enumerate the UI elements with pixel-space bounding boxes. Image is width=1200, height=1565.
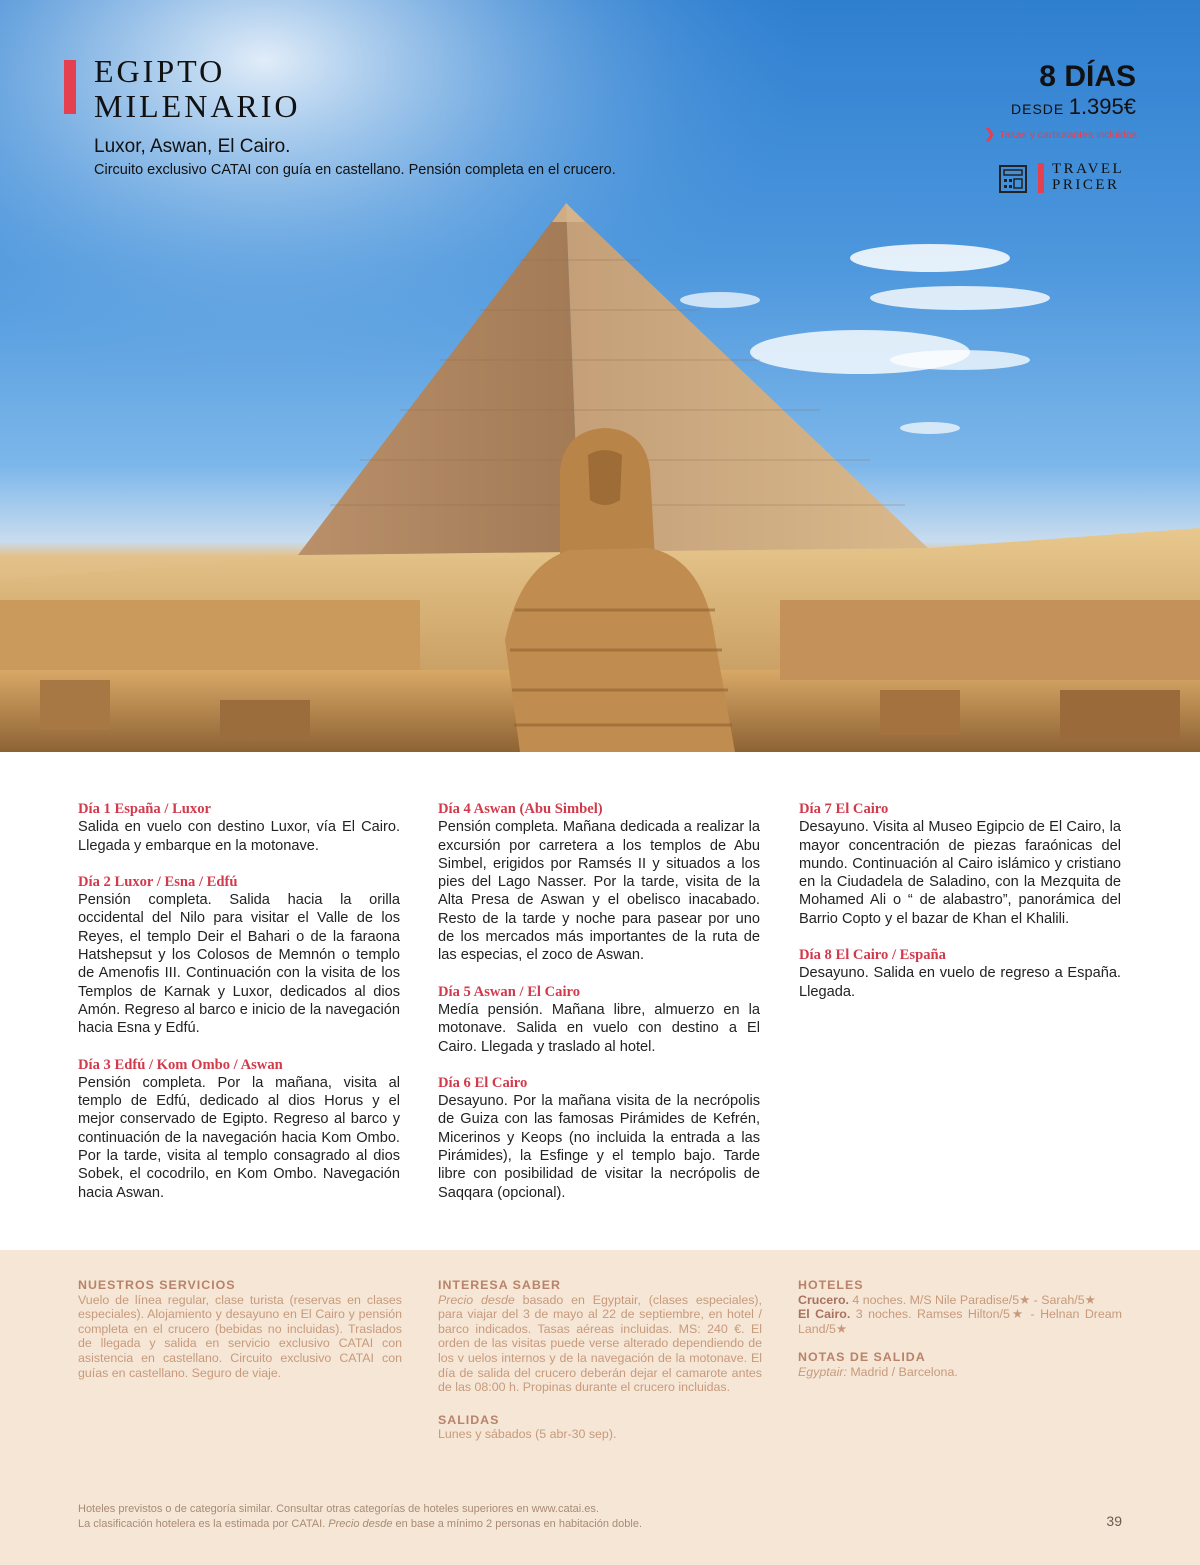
footer-line-1: Hoteles previstos o de categoría similar. Consultar otras categorías de hoteles superiores en www.catai.es. [78, 1503, 599, 1515]
interesa-column [438, 1278, 762, 1456]
interesa-text [438, 1293, 762, 1395]
services-column [78, 1278, 402, 1394]
interesa-italic: Precio desde [438, 1292, 515, 1307]
footer-line-2-start: La clasificación hotelera es la estimada por CATAI. [78, 1517, 329, 1530]
travel-pricer-line-1: TRAVEL [1052, 161, 1125, 177]
route-subtitle: Luxor, Aswan, El Cairo. [94, 136, 291, 157]
title-accent-bar [64, 60, 76, 114]
itinerary-column-2 [438, 800, 760, 1220]
day-title: Día 6 El Cairo [438, 1074, 528, 1091]
travel-pricer-line-2: PRICER [1052, 177, 1120, 193]
page-number: 39 [1106, 1513, 1122, 1529]
notas-italic: Egyptair: [798, 1364, 847, 1379]
duration-label: 8 DÍAS [1039, 60, 1136, 93]
interesa-heading: INTERESA SABER [438, 1278, 562, 1292]
services-text: Vuelo de línea regular, clase turista (reservas en clases especiales). Alojamiento y desayuno en El Cairo y pensión completa en el crucero (bebidas no incluidas). Traslados de llegada y salida en servicio exclusivo CATAI con asistencia en castellano. Circuito exclusivo CATAI con guías en castellano. Seguro de viaje. [78, 1292, 402, 1380]
title-line-1: EGIPTO [94, 53, 226, 89]
day-title: Día 3 Edfú / Kom Ombo / Aswan [78, 1056, 283, 1073]
itinerary-column-1 [78, 800, 400, 1220]
hotel-cruise-label: Crucero. [798, 1292, 849, 1307]
services-heading: NUESTROS SERVICIOS [78, 1278, 236, 1292]
salidas-text: Lunes y sábados (5 abr-30 sep). [438, 1427, 617, 1442]
travel-pricer-accent-bar [1038, 163, 1044, 193]
chevron-right-icon: ❯ [984, 126, 996, 141]
title-line-2: MILENARIO [94, 88, 301, 124]
day-title: Día 8 El Cairo / España [799, 947, 946, 964]
calculator-icon [999, 165, 1027, 193]
day-title: Día 4 Aswan (Abu Simbel) [438, 801, 603, 817]
day-title: Día 5 Aswan / El Cairo [438, 983, 581, 1000]
hotel-cairo [798, 1307, 1122, 1336]
interesa-body: basado en Egyptair, (clases especiales), para viajar del 3 de mayo al 22 de septiembre, en hotel / barco indicados. Tasas aéreas incluidas. MS: 240 €. El orden de las visitas puede verse alterado dependiendo de los v uelos internos y de la navegación de la motonave. El día de salida del crucero deberán dejar el camarote antes de las 08:00 h. Propinas durante el crucero incluidas. [438, 1292, 762, 1395]
hotels-heading: HOTELES [798, 1278, 864, 1292]
day-text: Desayuno. Por la mañana visita de la necrópolis de Guiza con las famosas Pirámides de Kefrén, Micerinos y Keops (no incluida la entrada a las Pirámides), la Esfinge y el templo bajo. Tarde libre con posibilidad de visitar la necrópolis de Saqqara (opcional). [438, 1093, 760, 1201]
day-text: Pensión completa. Salida hacia la orilla occidental del Nilo para visitar el Valle de los Reyes, el templo Deir el Bahari o de la faraona Hatshepsut y los Colosos de Memnón o templo de Amenofis III. Continuación con la visita de los Templos de Karnak y Luxor, dedicados al dios Amón. Regreso al barco e inicio de la navegación hacia Esna y Edfú. [78, 892, 400, 1037]
hotel-cairo-text: 3 noches. Ramses Hilton/5★ - Helnan Dream Land/5★ [798, 1307, 1122, 1336]
travel-pricer-logo [1052, 161, 1124, 193]
hotels-column [798, 1278, 1122, 1394]
day-text: Desayuno. Visita al Museo Egipcio de El Cairo, la mayor concentración de piezas faraónicas del mundo. Continuación al Cairo islámico y cristiano en la Ciudadela de Saladino, con la Mezquita de Mohamed Ali o “ de alabastro”, panorámica del Barrio Copto y el bazar de Khan el Khalili. [799, 819, 1121, 927]
tour-description: Circuito exclusivo CATAI con guía en castellano. Pensión completa en el crucero. [94, 162, 616, 178]
taxes-note-text: Tasas y carburantes incluidos [999, 129, 1137, 141]
day-text: Pensión completa. Por la mañana, visita al templo de Edfú, dedicado al dios Horus y el mejor conservado de Egipto. Regreso al barco y continuación de la navegación hacia Kom Ombo. Por la tarde, visita al templo consagrado al dios Sobek, el cocodrilo, en Kom Ombo. Navegación hacia Aswan. [78, 1074, 400, 1201]
hotel-cruise-text: 4 noches. M/S Nile Paradise/5★ - Sarah/5★ [848, 1292, 1096, 1307]
notas-text [798, 1365, 1122, 1380]
hotel-cairo-label: El Cairo. [798, 1307, 851, 1322]
price-amount: 1.395€ [1068, 94, 1136, 119]
day-text: Medía pensión. Mañana libre, almuerzo en la motonave. Salida en vuelo con destino a El Cairo. Llegada y traslado al hotel. [438, 1001, 760, 1055]
notas-heading: NOTAS DE SALIDA [798, 1350, 926, 1365]
price-prefix: DESDE [1011, 101, 1065, 117]
footer-line-2-italic: Precio desde [328, 1517, 393, 1530]
day-text: Pensión completa. Mañana dedicada a realizar la excursión por carretera a los templos de Abu Simbel, erigidos por Ramsés II y situados a los pies del Lago Nasser. Por la tarde, visita de la Alta Presa de Aswan y el obelisco inacabado. Resto de la tarde y noche para pasear por uno de los mercados más importantes de la ruta de las especias, el zoco de Aswan. [438, 819, 760, 964]
day-text: Desayuno. Salida en vuelo de regreso a España. Llegada. [799, 965, 1121, 1000]
day-title: Día 1 España / Luxor [78, 801, 211, 817]
hotel-cruise [798, 1293, 1122, 1308]
day-text: Salida en vuelo con destino Luxor, vía El Cairo. Llegada y embarque en la motonave. [78, 819, 400, 854]
price-block [1011, 94, 1136, 120]
itinerary-column-3 [799, 800, 1121, 1019]
footer-notes [78, 1502, 642, 1531]
page-title [94, 54, 301, 124]
day-title: Día 7 El Cairo [799, 801, 889, 817]
footer-line-2-end: en base a mínimo 2 personas en habitación doble. [392, 1517, 642, 1530]
day-title: Día 2 Luxor / Esna / Edfú [78, 873, 238, 890]
notas-body: Madrid / Barcelona. [846, 1364, 958, 1379]
salidas-heading: SALIDAS [438, 1412, 500, 1427]
taxes-note [984, 126, 1137, 142]
